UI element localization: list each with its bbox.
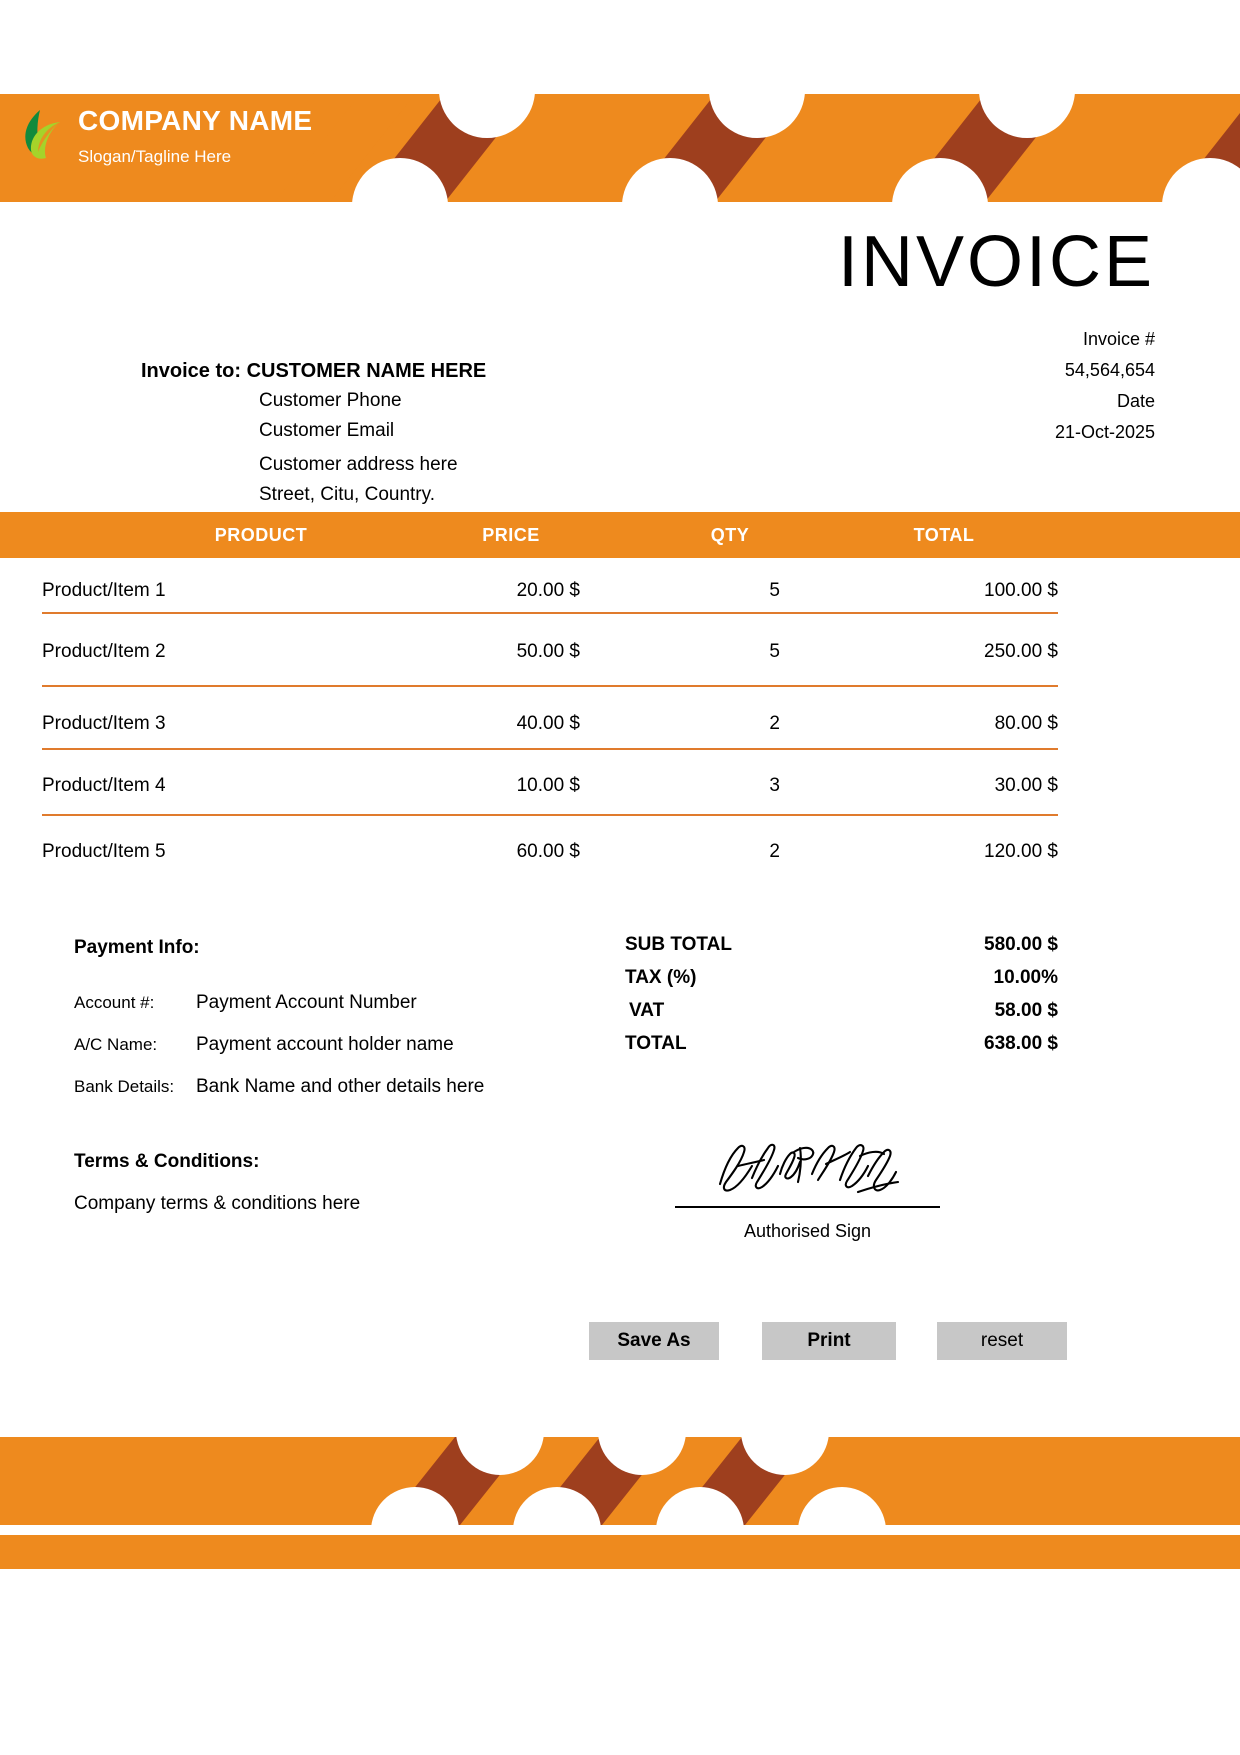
cell-qty[interactable]: 2 (769, 713, 780, 734)
cell-qty[interactable]: 2 (769, 841, 780, 862)
total-label: TOTAL (625, 1033, 687, 1054)
print-button[interactable]: Print (762, 1322, 896, 1360)
cell-qty[interactable]: 5 (769, 641, 780, 662)
customer-name[interactable]: CUSTOMER NAME HERE (246, 360, 487, 382)
cell-qty[interactable]: 3 (769, 775, 780, 796)
company-name: COMPANY NAME (78, 105, 313, 136)
signature-block (675, 1130, 940, 1246)
payment-info-row (74, 1066, 484, 1108)
invoice-number-value[interactable]: 54,564,654 (1064, 360, 1155, 380)
invoice-date-value[interactable]: 21-Oct-2025 (1054, 422, 1155, 442)
payment-info-block (74, 934, 484, 1108)
row-separator (42, 814, 1058, 816)
cell-price[interactable]: 50.00 $ (516, 641, 580, 662)
vat-label: VAT (629, 1000, 665, 1021)
column-header-product: PRODUCT (214, 525, 308, 545)
row-separator (42, 748, 1058, 750)
column-header-total: TOTAL (913, 525, 975, 545)
action-buttons (0, 1322, 1240, 1360)
payment-bank-details-label: Bank Details: (74, 1077, 175, 1096)
summary-row-subtotal (625, 934, 1058, 967)
invoice-meta (1055, 324, 1155, 448)
summary-row-vat (625, 1000, 1058, 1033)
cell-product[interactable]: Product/Item 2 (42, 641, 166, 662)
signature-caption: Authorised Sign (743, 1221, 872, 1241)
company-slogan: Slogan/Tagline Here (78, 147, 232, 166)
cell-price[interactable]: 40.00 $ (516, 713, 580, 734)
summary-row-tax (625, 967, 1058, 1000)
cell-total[interactable]: 120.00 $ (984, 841, 1058, 862)
table-row[interactable] (0, 692, 1240, 754)
payment-info-row (74, 982, 484, 1024)
summary-block (625, 934, 1058, 1066)
column-header-price: PRICE (482, 525, 540, 545)
items-table-body (0, 558, 1240, 882)
cell-total[interactable]: 100.00 $ (984, 580, 1058, 601)
terms-text[interactable]: Company terms & conditions here (74, 1193, 361, 1214)
row-separator (42, 685, 1058, 687)
column-header-qty: QTY (710, 525, 750, 545)
total-value: 638.00 $ (984, 1033, 1058, 1054)
subtotal-value: 580.00 $ (984, 934, 1058, 955)
terms-block (74, 1148, 360, 1218)
payment-info-title: Payment Info: (74, 937, 200, 958)
customer-address-line-1[interactable]: Customer address here (259, 454, 458, 475)
payment-info-row (74, 1024, 484, 1066)
payment-account-number-label: Account #: (74, 993, 155, 1012)
cell-product[interactable]: Product/Item 3 (42, 713, 166, 734)
customer-email[interactable]: Customer Email (259, 420, 395, 441)
subtotal-label: SUB TOTAL (625, 934, 732, 955)
cell-total[interactable]: 250.00 $ (984, 641, 1058, 662)
payment-account-name-label: A/C Name: (74, 1035, 158, 1054)
cell-total[interactable]: 30.00 $ (994, 775, 1058, 796)
table-row[interactable] (0, 754, 1240, 820)
cell-product[interactable]: Product/Item 5 (42, 841, 166, 862)
payment-bank-details-value[interactable]: Bank Name and other details here (196, 1076, 485, 1097)
cell-total[interactable]: 80.00 $ (994, 713, 1058, 734)
payment-account-number-value[interactable]: Payment Account Number (196, 992, 417, 1013)
terms-title: Terms & Conditions: (74, 1151, 260, 1172)
vat-value: 58.00 $ (994, 1000, 1058, 1021)
footer-ribbon-pattern-icon (0, 1437, 1240, 1525)
leaf-icon (20, 108, 66, 160)
customer-address-line-2[interactable]: Street, Citu, Country. (259, 484, 435, 505)
signature-line (675, 1206, 940, 1208)
handwritten-signature-icon (708, 1130, 908, 1202)
reset-button[interactable]: reset (937, 1322, 1067, 1360)
table-row[interactable] (0, 820, 1240, 882)
tax-label: TAX (%) (625, 967, 697, 988)
cell-price[interactable]: 60.00 $ (516, 841, 580, 862)
cell-price[interactable]: 10.00 $ (516, 775, 580, 796)
save-as-button[interactable]: Save As (589, 1322, 719, 1360)
bill-to-block (141, 356, 486, 510)
footer-bottom-bar (0, 1535, 1240, 1569)
summary-row-total (625, 1033, 1058, 1066)
page-title: INVOICE (837, 222, 1155, 302)
invoice-number-label: Invoice # (1082, 329, 1155, 349)
cell-product[interactable]: Product/Item 1 (42, 580, 166, 601)
tax-value[interactable]: 10.00% (993, 967, 1058, 988)
footer-banner (0, 1437, 1240, 1525)
items-table-header (0, 512, 1240, 558)
brand-block (20, 104, 312, 170)
table-row[interactable] (0, 620, 1240, 692)
bill-to-label: Invoice to: (141, 360, 242, 382)
cell-qty[interactable]: 5 (769, 580, 780, 601)
customer-phone[interactable]: Customer Phone (259, 390, 402, 411)
cell-product[interactable]: Product/Item 4 (42, 775, 166, 796)
table-row[interactable] (0, 558, 1240, 620)
row-separator (42, 612, 1058, 614)
invoice-date-label: Date (1116, 391, 1155, 411)
cell-price[interactable]: 20.00 $ (516, 580, 580, 601)
bill-to-row (141, 356, 486, 386)
payment-account-name-value[interactable]: Payment account holder name (196, 1034, 454, 1055)
